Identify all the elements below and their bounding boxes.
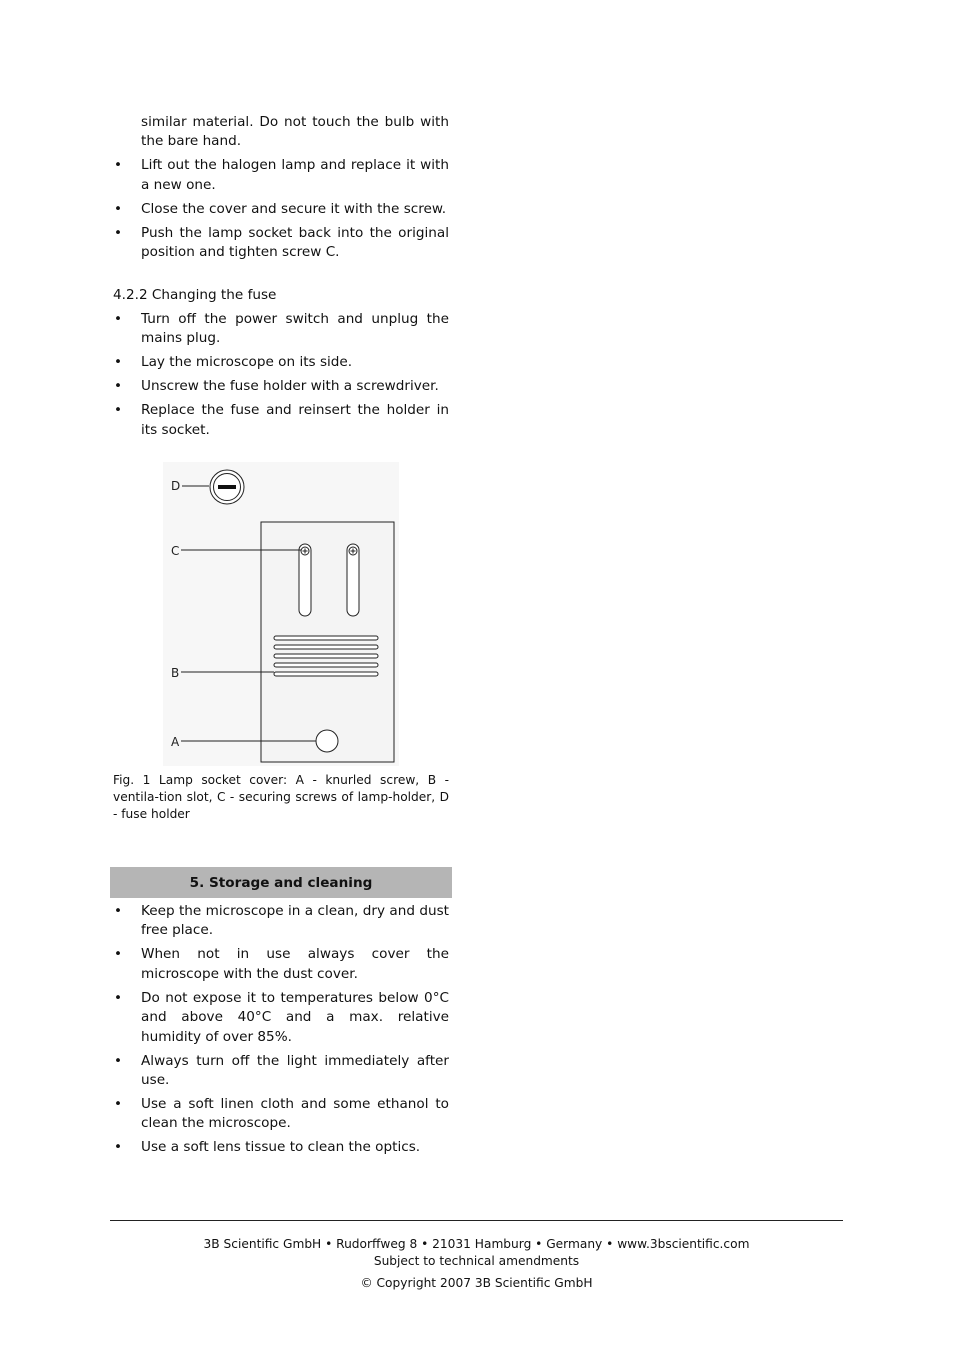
label-d: D xyxy=(171,479,181,493)
lamp-steps-list xyxy=(113,156,449,262)
list-item: • Push the lamp socket back into the original position and tighten screw C. xyxy=(113,224,449,263)
list-item: • When not in use always cover the microscope with the dust cover. xyxy=(113,945,449,984)
list-item: • Always turn off the light immediately after use. xyxy=(113,1052,449,1091)
fuse-steps-list xyxy=(113,310,449,440)
list-item: • Replace the fuse and reinsert the holder in its socket. xyxy=(113,401,449,440)
continued-paragraph: similar material. Do not touch the bulb with the bare hand. xyxy=(141,114,449,150)
ventilation-slot xyxy=(274,672,378,676)
footer-notice: Subject to technical amendments xyxy=(373,1254,580,1268)
lamp-socket-diagram xyxy=(163,462,399,766)
fuse-steps xyxy=(113,310,449,445)
footer-copyright: © Copyright 2007 3B Scientific GmbH xyxy=(360,1276,593,1290)
list-item: • Lift out the halogen lamp and replace it with a new one. xyxy=(113,156,449,195)
list-item: • Use a soft linen cloth and some ethanol to clean the microscope. xyxy=(113,1095,449,1134)
cover-plate xyxy=(261,522,394,762)
list-item: • Do not expose it to temperatures below 0°C and above 40°C and a max. relative humidity of over 85%. xyxy=(113,989,449,1047)
knurled-screw xyxy=(316,730,338,752)
list-item: • Lay the microscope on its side. xyxy=(113,353,449,372)
figure-caption: Fig. 1 Lamp socket cover: A - knurled screw, B - ventila-tion slot, C - securing screws of lamp-holder, D - fuse holder xyxy=(113,773,449,821)
list-item: • Unscrew the fuse holder with a screwdriver. xyxy=(113,377,449,396)
label-c: C xyxy=(171,544,180,558)
list-item: • Close the cover and secure it with the screw. xyxy=(113,200,449,219)
section-title: 5. Storage and cleaning xyxy=(189,874,373,891)
list-item: • Use a soft lens tissue to clean the optics. xyxy=(113,1138,449,1157)
lamp-socket-cover-figure xyxy=(163,462,399,766)
fuse-holder-slot xyxy=(218,485,236,489)
footer-divider xyxy=(110,1220,843,1221)
storage-steps-list xyxy=(113,902,449,1158)
ventilation-slot xyxy=(274,645,378,649)
footer-address: 3B Scientific GmbH • Rudorffweg 8 • 21031 Hamburg • Germany • www.3bscientific.com xyxy=(203,1237,750,1251)
list-item: • Keep the microscope in a clean, dry and dust free place. xyxy=(113,902,449,941)
ventilation-slot xyxy=(274,636,378,640)
list-item: • Turn off the power switch and unplug the mains plug. xyxy=(113,310,449,349)
fuse-section-heading: 4.2.2 Changing the fuse xyxy=(113,287,277,303)
lamp-replacement-steps xyxy=(113,113,449,267)
ventilation-slot xyxy=(274,663,378,667)
storage-steps xyxy=(113,902,449,1162)
label-b: B xyxy=(171,666,180,680)
section-heading-bar xyxy=(110,867,452,898)
ventilation-slot xyxy=(274,654,378,658)
label-a: A xyxy=(171,735,180,749)
